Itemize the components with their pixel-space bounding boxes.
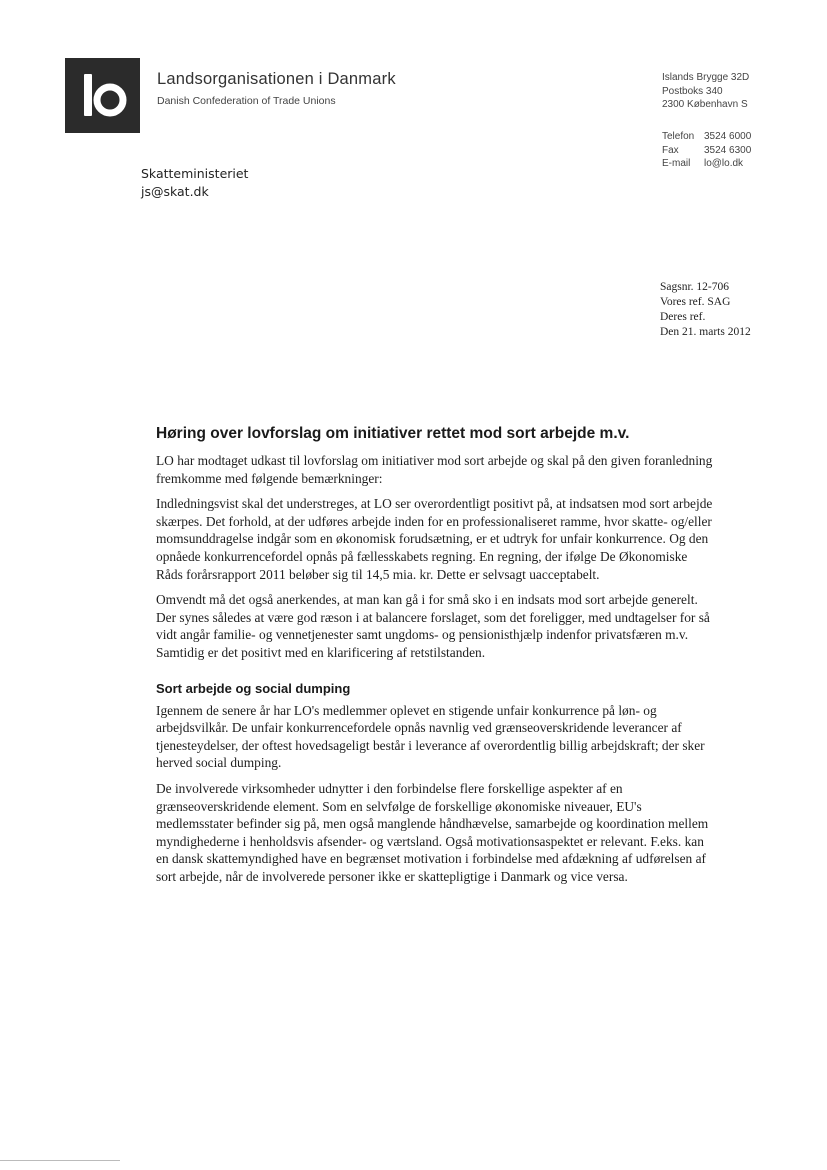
recipient-email: js@skat.dk (141, 184, 209, 199)
section-paragraph: Igennem de senere år har LO's medlemmer oplevet en stigende unfair konkurrence på løn- og arbejdsvilkår. De unfair konkurrencefordele opnås navnlig ved grænseoverskridende leverancer af tjenesteydelser, der oftest hovedsageligt består i leverance af overordentlig billig arbejdskraft; der sker herved social dumping. (156, 702, 705, 771)
your-reference: Deres ref. (660, 311, 706, 323)
address-line: Islands Brygge 32D (662, 72, 750, 83)
contact-row-email (662, 157, 751, 171)
recipient-name: Skatteministeriet (141, 166, 249, 181)
org-subtitle: Danish Confederation of Trade Unions (157, 95, 336, 107)
contact-row-fax (662, 144, 751, 158)
address-line: Postboks 340 (662, 85, 723, 97)
contact-value: 3524 6000 (704, 131, 752, 142)
letter-title: Høring over lovforslag om initiativer rettet mod sort arbejde m.v. (156, 425, 630, 442)
case-number: Sagsnr. 12-706 (660, 281, 729, 293)
contact-label: Telefon (662, 131, 695, 142)
contact-value: 3524 6300 (704, 144, 752, 156)
contact-row-phone (662, 130, 751, 144)
reference-block (660, 280, 751, 340)
contact-value: lo@lo.dk (704, 158, 744, 169)
body-paragraph: LO har modtaget udkast til lovforslag om initiativer mod sort arbejde og skal på den given foranledning fremkomme med følgende bemærkninger: (156, 453, 713, 486)
org-address (662, 71, 749, 112)
contact-label: E-mail (662, 158, 691, 169)
body-paragraph: Indledningsvist skal det understreges, at LO ser overordentligt positivt på, at indsatsen mod sort arbejde skærpes. Det forhold, at der udføres arbejde inden for en professionaliseret ramme, hvor skatte- og/eller momsunddragelse indgår som en økonomisk forudsætning, er et udtryk for unfair konkurrence. Og den opnåede konkurrencefordel opnås på fællesskabets regning. En regning, der ifølge De Økonomiske Råds forårsrapport 2011 beløber sig til 14,5 mia. kr. Dette er selvsagt uacceptabelt. (156, 496, 713, 582)
lo-logo-icon (65, 58, 140, 133)
lo-logo (65, 58, 140, 133)
address-line: 2300 København S (662, 99, 748, 110)
letter-body (156, 424, 716, 893)
recipient-block (141, 165, 248, 201)
section-heading: Sort arbejde og social dumping (156, 680, 351, 696)
org-contact (662, 130, 751, 171)
our-reference: Vores ref. SAG (660, 296, 731, 308)
letter-date: Den 21. marts 2012 (660, 326, 751, 338)
org-name: Landsorganisationen i Danmark (157, 70, 396, 88)
footer-divider (0, 1160, 120, 1161)
section-paragraph: De involverede virksomheder udnytter i den forbindelse flere forskellige aspekter af en grænseoverskridende element. Som en selvfølge de forskellige økonomiske niveauer, EU's medlemsstater befinder sig på, men også manglende håndhævelse, samarbejde og koordination mellem myndighederne i henholdsvis afsender- og værtsland. Også motivationsaspektet er relevant. F.eks. kan en dansk skattemyndighed have en begrænset motivation i forbindelse med afdækning af udførelsen af sort arbejde, når de involverede personer ikke er skattepligtige i Danmark og vice versa. (156, 780, 709, 884)
body-paragraph: Omvendt må det også anerkendes, at man kan gå i for små sko i en indsats mod sort arbejde generelt. Der synes således at være god ræson i at balancere forslaget, som det foreligger, med undtagelser for så vidt angår familie- og vennetjenester samt ungdoms- og pensionisthjælp indenfor privatsfæren m.v. Samtidig er det positivt med en klarificering af retstilstanden. (156, 592, 710, 660)
contact-label: Fax (662, 144, 679, 156)
